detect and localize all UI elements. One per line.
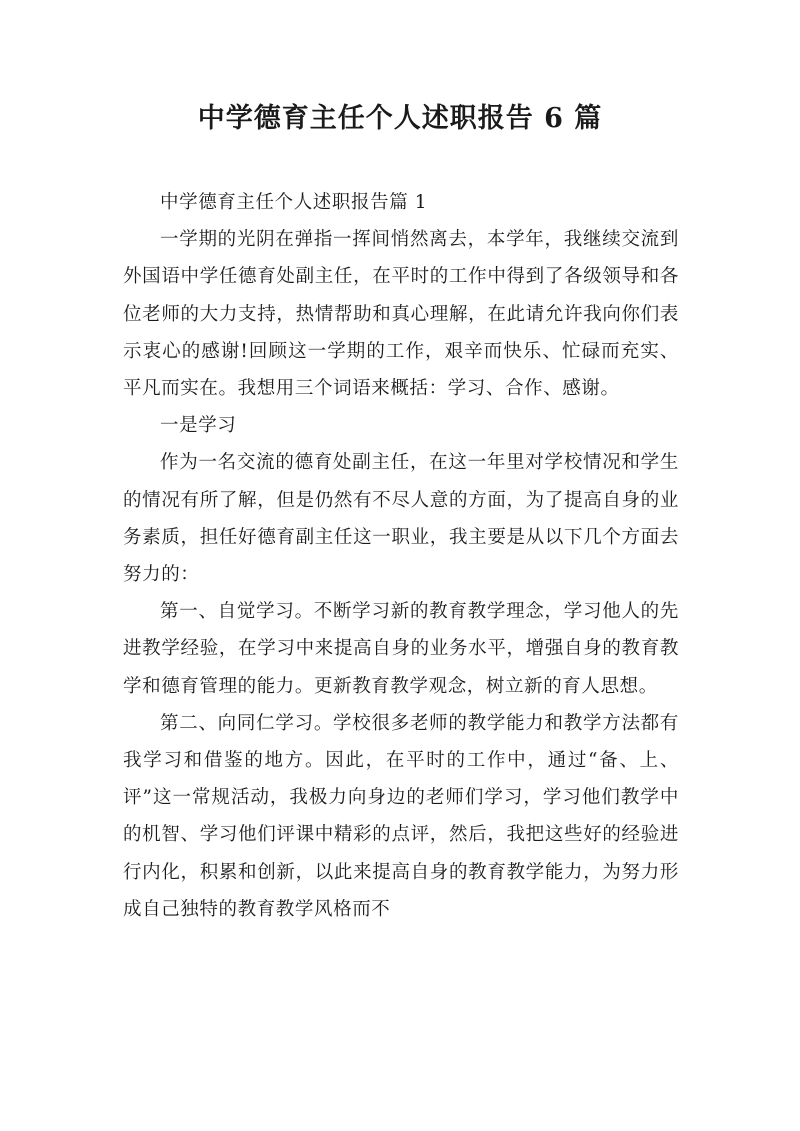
sub-heading: 一是学习	[160, 415, 237, 437]
paragraph: 第二、向同仁学习。学校很多老师的教学能力和教学方法都有我学习和借鉴的地方。因此，在平时的工作中，通过“备、上、评”这一常规活动，我极力向身边的老师们学习，学习他们教学中的机智、学习他们评课中精彩的点评，然后，我把这些好的经验进行内化，积累和创新，以此来提高自身的教育教学能力，为努力形成自己独特的教育教学风格而不	[123, 712, 679, 920]
document-body	[123, 184, 679, 928]
paragraph: 第一、自觉学习。不断学习新的教育教学理念，学习他人的先进教学经验，在学习中来提高自身的业务水平，增强自身的教育教学和德育管理的能力。更新教育教学观念，树立新的育人思想。	[123, 601, 679, 697]
paragraph: 作为一名交流的德育处副主任，在这一年里对学校情况和学生的情况有所了解，但是仍然有不尽人意的方面，为了提高自身的业务素质，担任好德育副主任这一职业，我主要是从以下几个方面去努力的：	[123, 452, 679, 586]
document-title: 中学德育主任个人述职报告 6 篇	[197, 103, 603, 134]
section-heading: 中学德育主任个人述职报告篇 1	[160, 192, 428, 213]
paragraph: 一学期的光阴在弹指一挥间悄然离去，本学年，我继续交流到外国语中学任德育处副主任，在平时的工作中得到了各级领导和各位老师的大力支持，热情帮助和真心理解，在此请允许我向你们表示衷心的感谢!回顾这一学期的工作，艰辛而快乐、忙碌而充实、平凡而实在。我想用三个词语来概括：学习、合作、感谢。	[123, 229, 679, 400]
